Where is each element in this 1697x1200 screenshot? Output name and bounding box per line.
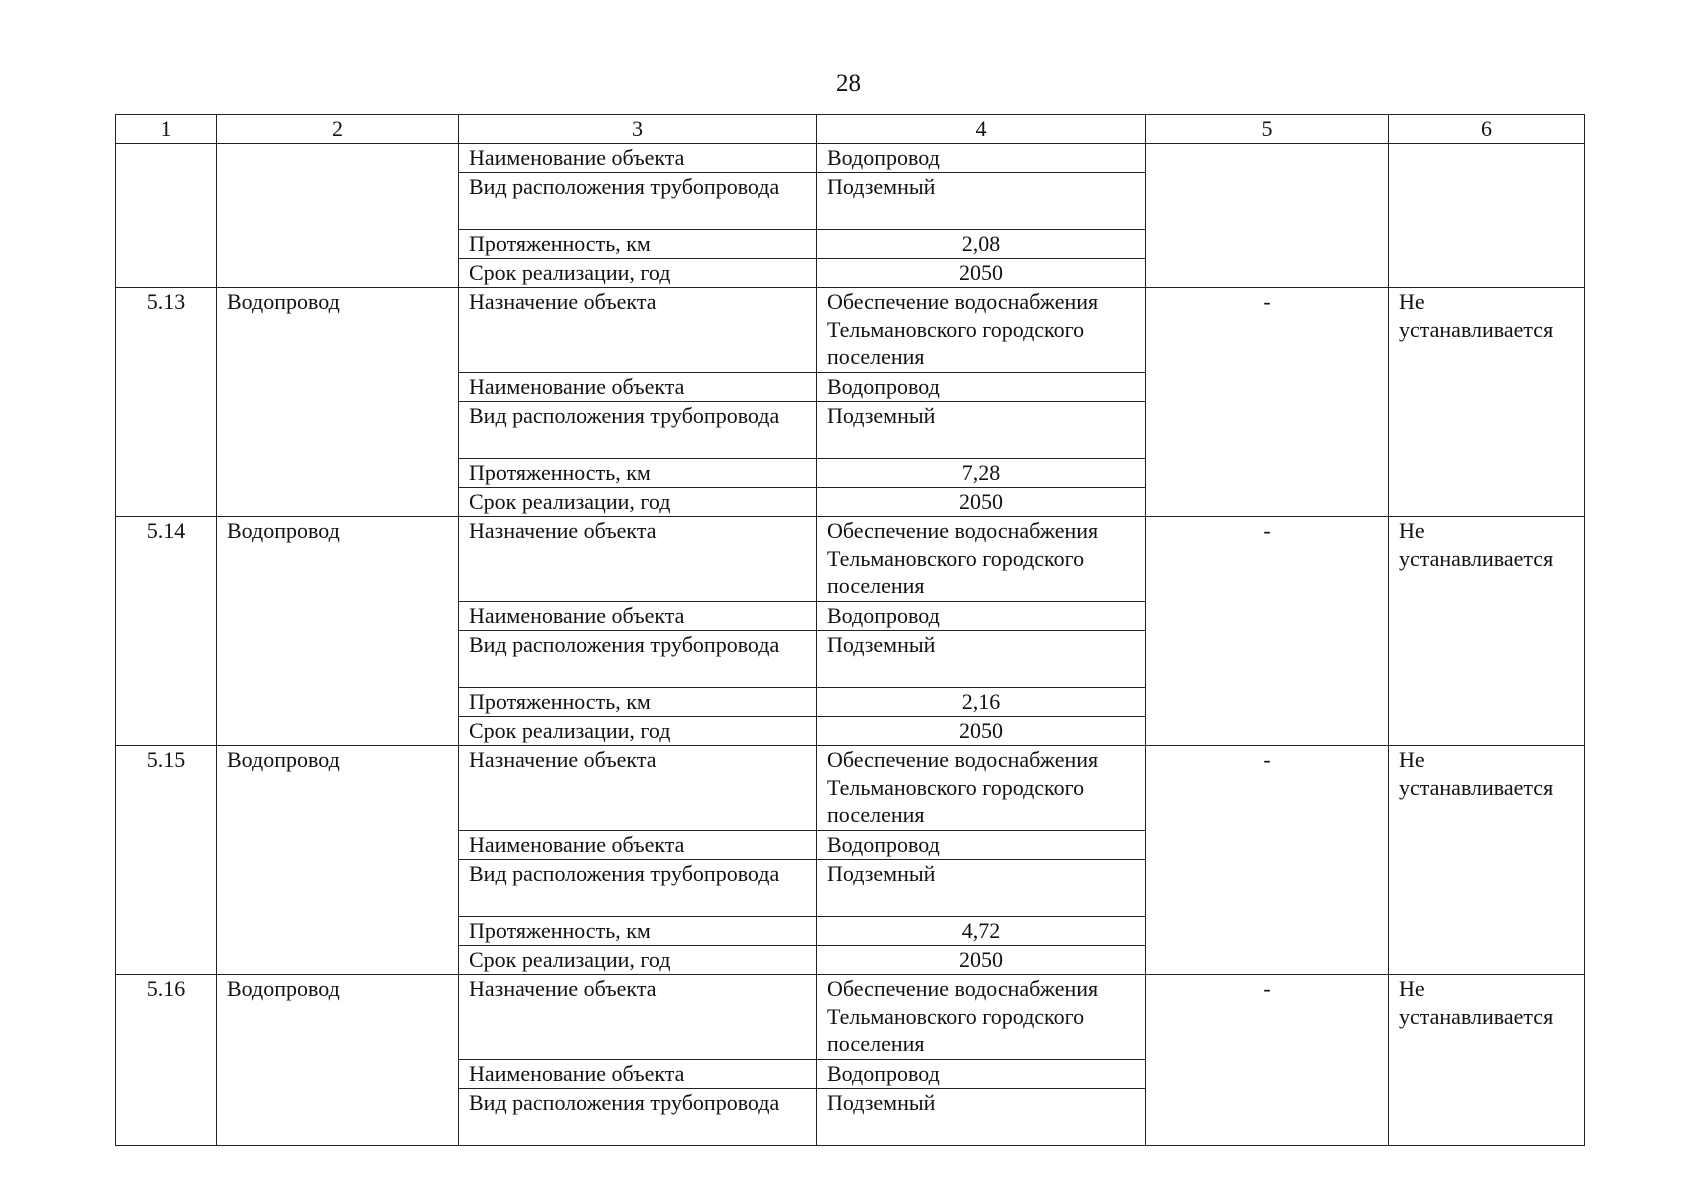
parameter-cell: Вид расположения трубопровода <box>459 860 817 917</box>
table-row <box>116 975 1585 1060</box>
value-cell: Водопровод <box>817 373 1146 402</box>
parameter-cell: Срок реализации, год <box>459 717 817 746</box>
parameter-cell: Протяженность, км <box>459 459 817 488</box>
parameter-cell: Протяженность, км <box>459 917 817 946</box>
parameter-cell: Вид расположения трубопровода <box>459 1089 817 1146</box>
header-cell: 2 <box>217 115 459 144</box>
value-cell: 4,72 <box>817 917 1146 946</box>
parameter-cell: Протяженность, км <box>459 688 817 717</box>
parameter-cell: Назначение объекта <box>459 288 817 373</box>
value-cell: Подземный <box>817 173 1146 230</box>
name-cell: Водопровод <box>217 517 459 746</box>
parameter-cell: Вид расположения трубопровода <box>459 402 817 459</box>
value-cell: 2,08 <box>817 230 1146 259</box>
value-cell: Водопровод <box>817 602 1146 631</box>
name-cell <box>217 144 459 288</box>
col5-cell: - <box>1146 975 1389 1146</box>
col6-cell: Не устанавливается <box>1389 975 1585 1146</box>
value-cell: Обеспечение водоснабжения Тельмановского городского поселения <box>817 288 1146 373</box>
col6-cell: Не устанавливается <box>1389 517 1585 746</box>
table-row <box>116 746 1585 831</box>
number-cell <box>116 144 217 288</box>
value-cell: 2,16 <box>817 688 1146 717</box>
value-cell: Водопровод <box>817 831 1146 860</box>
value-cell: Подземный <box>817 631 1146 688</box>
header-cell: 4 <box>817 115 1146 144</box>
header-cell: 1 <box>116 115 217 144</box>
col5-cell: - <box>1146 746 1389 975</box>
parameter-cell: Вид расположения трубопровода <box>459 631 817 688</box>
number-cell: 5.14 <box>116 517 217 746</box>
parameter-cell: Наименование объекта <box>459 831 817 860</box>
value-cell: Водопровод <box>817 1060 1146 1089</box>
parameter-cell: Назначение объекта <box>459 746 817 831</box>
header-cell: 6 <box>1389 115 1585 144</box>
col5-cell: - <box>1146 517 1389 746</box>
name-cell: Водопровод <box>217 975 459 1146</box>
parameter-cell: Наименование объекта <box>459 144 817 173</box>
name-cell: Водопровод <box>217 746 459 975</box>
value-cell: Подземный <box>817 402 1146 459</box>
value-cell: 2050 <box>817 946 1146 975</box>
value-cell: 2050 <box>817 488 1146 517</box>
parameter-cell: Наименование объекта <box>459 373 817 402</box>
value-cell: 7,28 <box>817 459 1146 488</box>
value-cell: 2050 <box>817 717 1146 746</box>
parameter-cell: Срок реализации, год <box>459 259 817 288</box>
col5-cell <box>1146 144 1389 288</box>
col6-cell: Не устанавливается <box>1389 746 1585 975</box>
parameter-cell: Назначение объекта <box>459 517 817 602</box>
value-cell: Подземный <box>817 860 1146 917</box>
parameter-cell: Срок реализации, год <box>459 488 817 517</box>
objects-table <box>115 114 1585 1146</box>
col6-cell <box>1389 144 1585 288</box>
table-row <box>116 144 1585 173</box>
number-cell: 5.15 <box>116 746 217 975</box>
header-cell: 5 <box>1146 115 1389 144</box>
value-cell: Обеспечение водоснабжения Тельмановского городского поселения <box>817 517 1146 602</box>
table-row <box>116 288 1585 373</box>
parameter-cell: Срок реализации, год <box>459 946 817 975</box>
value-cell: Водопровод <box>817 144 1146 173</box>
parameter-cell: Назначение объекта <box>459 975 817 1060</box>
parameter-cell: Наименование объекта <box>459 602 817 631</box>
table-row <box>116 517 1585 602</box>
parameter-cell: Наименование объекта <box>459 1060 817 1089</box>
value-cell: Обеспечение водоснабжения Тельмановского городского поселения <box>817 975 1146 1060</box>
value-cell: Подземный <box>817 1089 1146 1146</box>
name-cell: Водопровод <box>217 288 459 517</box>
parameter-cell: Вид расположения трубопровода <box>459 173 817 230</box>
value-cell: 2050 <box>817 259 1146 288</box>
header-row <box>116 115 1585 144</box>
parameter-cell: Протяженность, км <box>459 230 817 259</box>
value-cell: Обеспечение водоснабжения Тельмановского городского поселения <box>817 746 1146 831</box>
col6-cell: Не устанавливается <box>1389 288 1585 517</box>
page-number: 28 <box>836 70 861 97</box>
col5-cell: - <box>1146 288 1389 517</box>
number-cell: 5.16 <box>116 975 217 1146</box>
number-cell: 5.13 <box>116 288 217 517</box>
header-cell: 3 <box>459 115 817 144</box>
